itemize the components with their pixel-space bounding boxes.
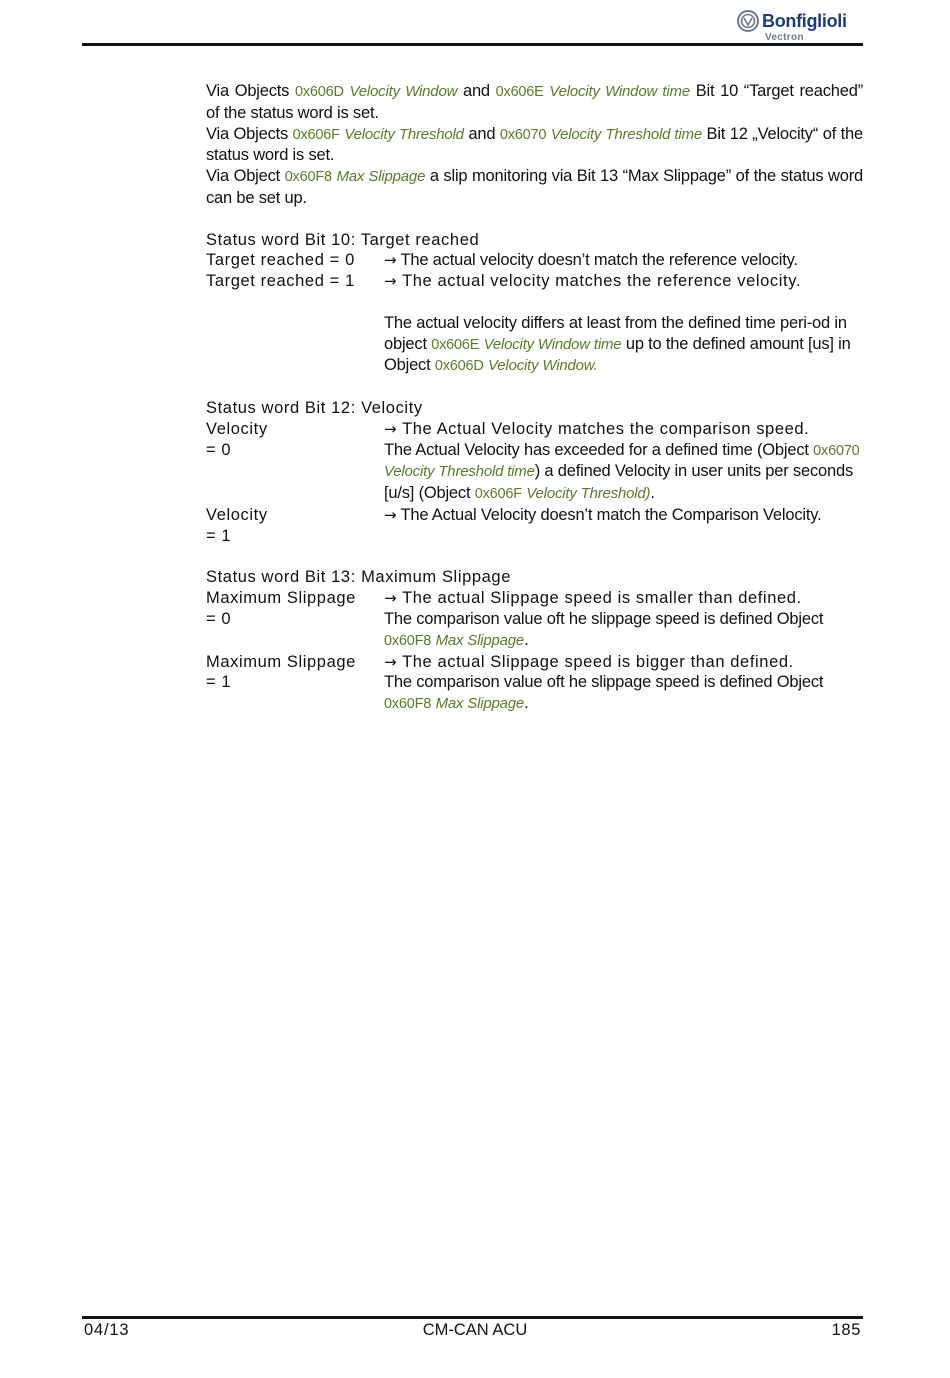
intro-paragraph [206,124,863,167]
intro-paragraph [206,166,863,209]
state-text: → The actual velocity doesn’t match the reference velocity. [384,251,798,270]
section-heading: Status word Bit 12: Velocity [206,398,423,417]
object-index: 0x606E [495,84,544,100]
arrow-right-icon: → [384,589,398,608]
footer-title: CM-CAN ACU [422,1321,528,1339]
section-bit-13 [206,567,863,715]
header-rule [82,43,863,46]
state-text: → The Actual Velocity matches the comparison speed. The Actual Velocity has exceeded for a defined time (Object 0x6070 Velocity Threshold time) a defined Velocity in user units per seconds [u/s] (Object 0x606F Velocity Threshold). [384,419,863,505]
object-name: Max Slippage [435,695,525,713]
object-name: Velocity Window time [483,335,622,353]
footer-rule [82,1316,863,1319]
object-name: Velocity Window time [549,83,690,100]
state-label: Velocity = 1 [206,505,268,545]
company-logo [737,8,862,44]
object-name: Velocity Window. [488,357,598,375]
state-label: Target reached = 0 [206,251,355,270]
bit13-row-0 [206,588,863,651]
object-index: 0x606F [474,486,522,503]
logo-subtitle: Vectron [765,32,804,43]
arrow-right-icon: → [384,652,398,671]
main-content [206,81,863,715]
text-run: a slip monitoring via Bit 13 “Max Slippage” of the status word can be set up. [206,167,863,207]
text-run: Via Objects [206,82,295,100]
arrow-right-icon: → [384,251,397,270]
object-name: Velocity Threshold time [550,125,702,143]
object-index: 0x60F8 [384,696,432,713]
section-heading: Status word Bit 13: Maximum Slippage [206,568,511,587]
note-text: The actual velocity differs at least from the defined time peri-od in object 0x606E Velocity Window time up to the defined amount [us] in Object 0x606D Velocity Window. [384,313,851,375]
object-name: Velocity Threshold time [384,463,535,481]
section-bit-12 [206,398,863,547]
object-name: Max Slippage [435,631,525,649]
state-label: Maximum Slippage = 1 [206,652,356,692]
object-index: 0x6070 [499,126,547,143]
state-description: The Actual Velocity has exceeded for a defined time (Object 0x6070 Velocity Threshold time) a defined Velocity in user units per seconds [u/s] (Object 0x606F Velocity Threshold). [384,440,860,503]
logo-emblem-icon [737,10,759,32]
intro-paragraphs [206,81,863,209]
state-label: Maximum Slippage = 0 [206,589,356,628]
intro-paragraph [206,81,863,124]
object-index: 0x60F8 [384,632,432,649]
text-run: and [457,82,496,100]
arrow-right-icon: → [384,419,398,438]
bit10-row-1 [206,271,863,292]
object-index: 0x60F8 [284,169,332,186]
bit12-row-1 [206,505,863,547]
object-index: 0x606F [292,126,340,143]
state-text: → The Actual Velocity doesn’t match the Comparison Velocity. [384,505,822,524]
state-label: Velocity = 0 [206,419,268,459]
object-name: Velocity Window [349,83,458,100]
state-text: → The actual velocity matches the reference velocity. [384,272,802,291]
text-run: and [463,124,500,143]
object-index: 0x606D [434,358,484,375]
state-text: → The actual Slippage speed is smaller than defined. The comparison value oft he slippage speed is defined Object 0x60F8 Max Slippage. [384,588,863,651]
bit10-row-0 [206,250,863,271]
logo-name: Bonfiglioli [762,11,847,31]
bit13-row-1 [206,652,863,715]
object-name: Velocity Threshold [344,125,464,143]
object-name: Velocity Threshold) [526,485,651,503]
text-run: Via Object [206,167,285,186]
object-index: 0x606E [431,336,480,353]
bit10-note [206,313,863,377]
text-run: Bit 10 “Target reached” of the status word is set. [206,82,864,122]
footer-date: 04/13 [84,1321,130,1339]
section-heading: Status word Bit 10: Target reached [206,230,480,249]
text-run: Bit 12 „Velocity“ of the status word is set. [206,124,863,165]
bit12-row-0 [206,419,863,505]
object-name: Max Slippage [336,168,426,186]
object-index: 0x6070 [813,442,860,459]
state-label: Target reached = 1 [206,272,355,291]
object-index: 0x606D [294,84,344,100]
state-text: → The actual Slippage speed is bigger than defined. The comparison value oft he slippage speed is defined Object 0x60F8 Max Slippage. [384,652,863,715]
arrow-right-icon: → [384,272,398,291]
section-bit-10 [206,230,863,378]
arrow-right-icon: → [384,505,397,524]
state-description: The comparison value oft he slippage speed is defined Object 0x60F8 Max Slippage. [384,609,824,649]
state-description: The comparison value oft he slippage speed is defined Object 0x60F8 Max Slippage. [384,673,824,713]
footer-page-number: 185 [831,1321,861,1339]
text-run: Via Objects [206,124,293,143]
